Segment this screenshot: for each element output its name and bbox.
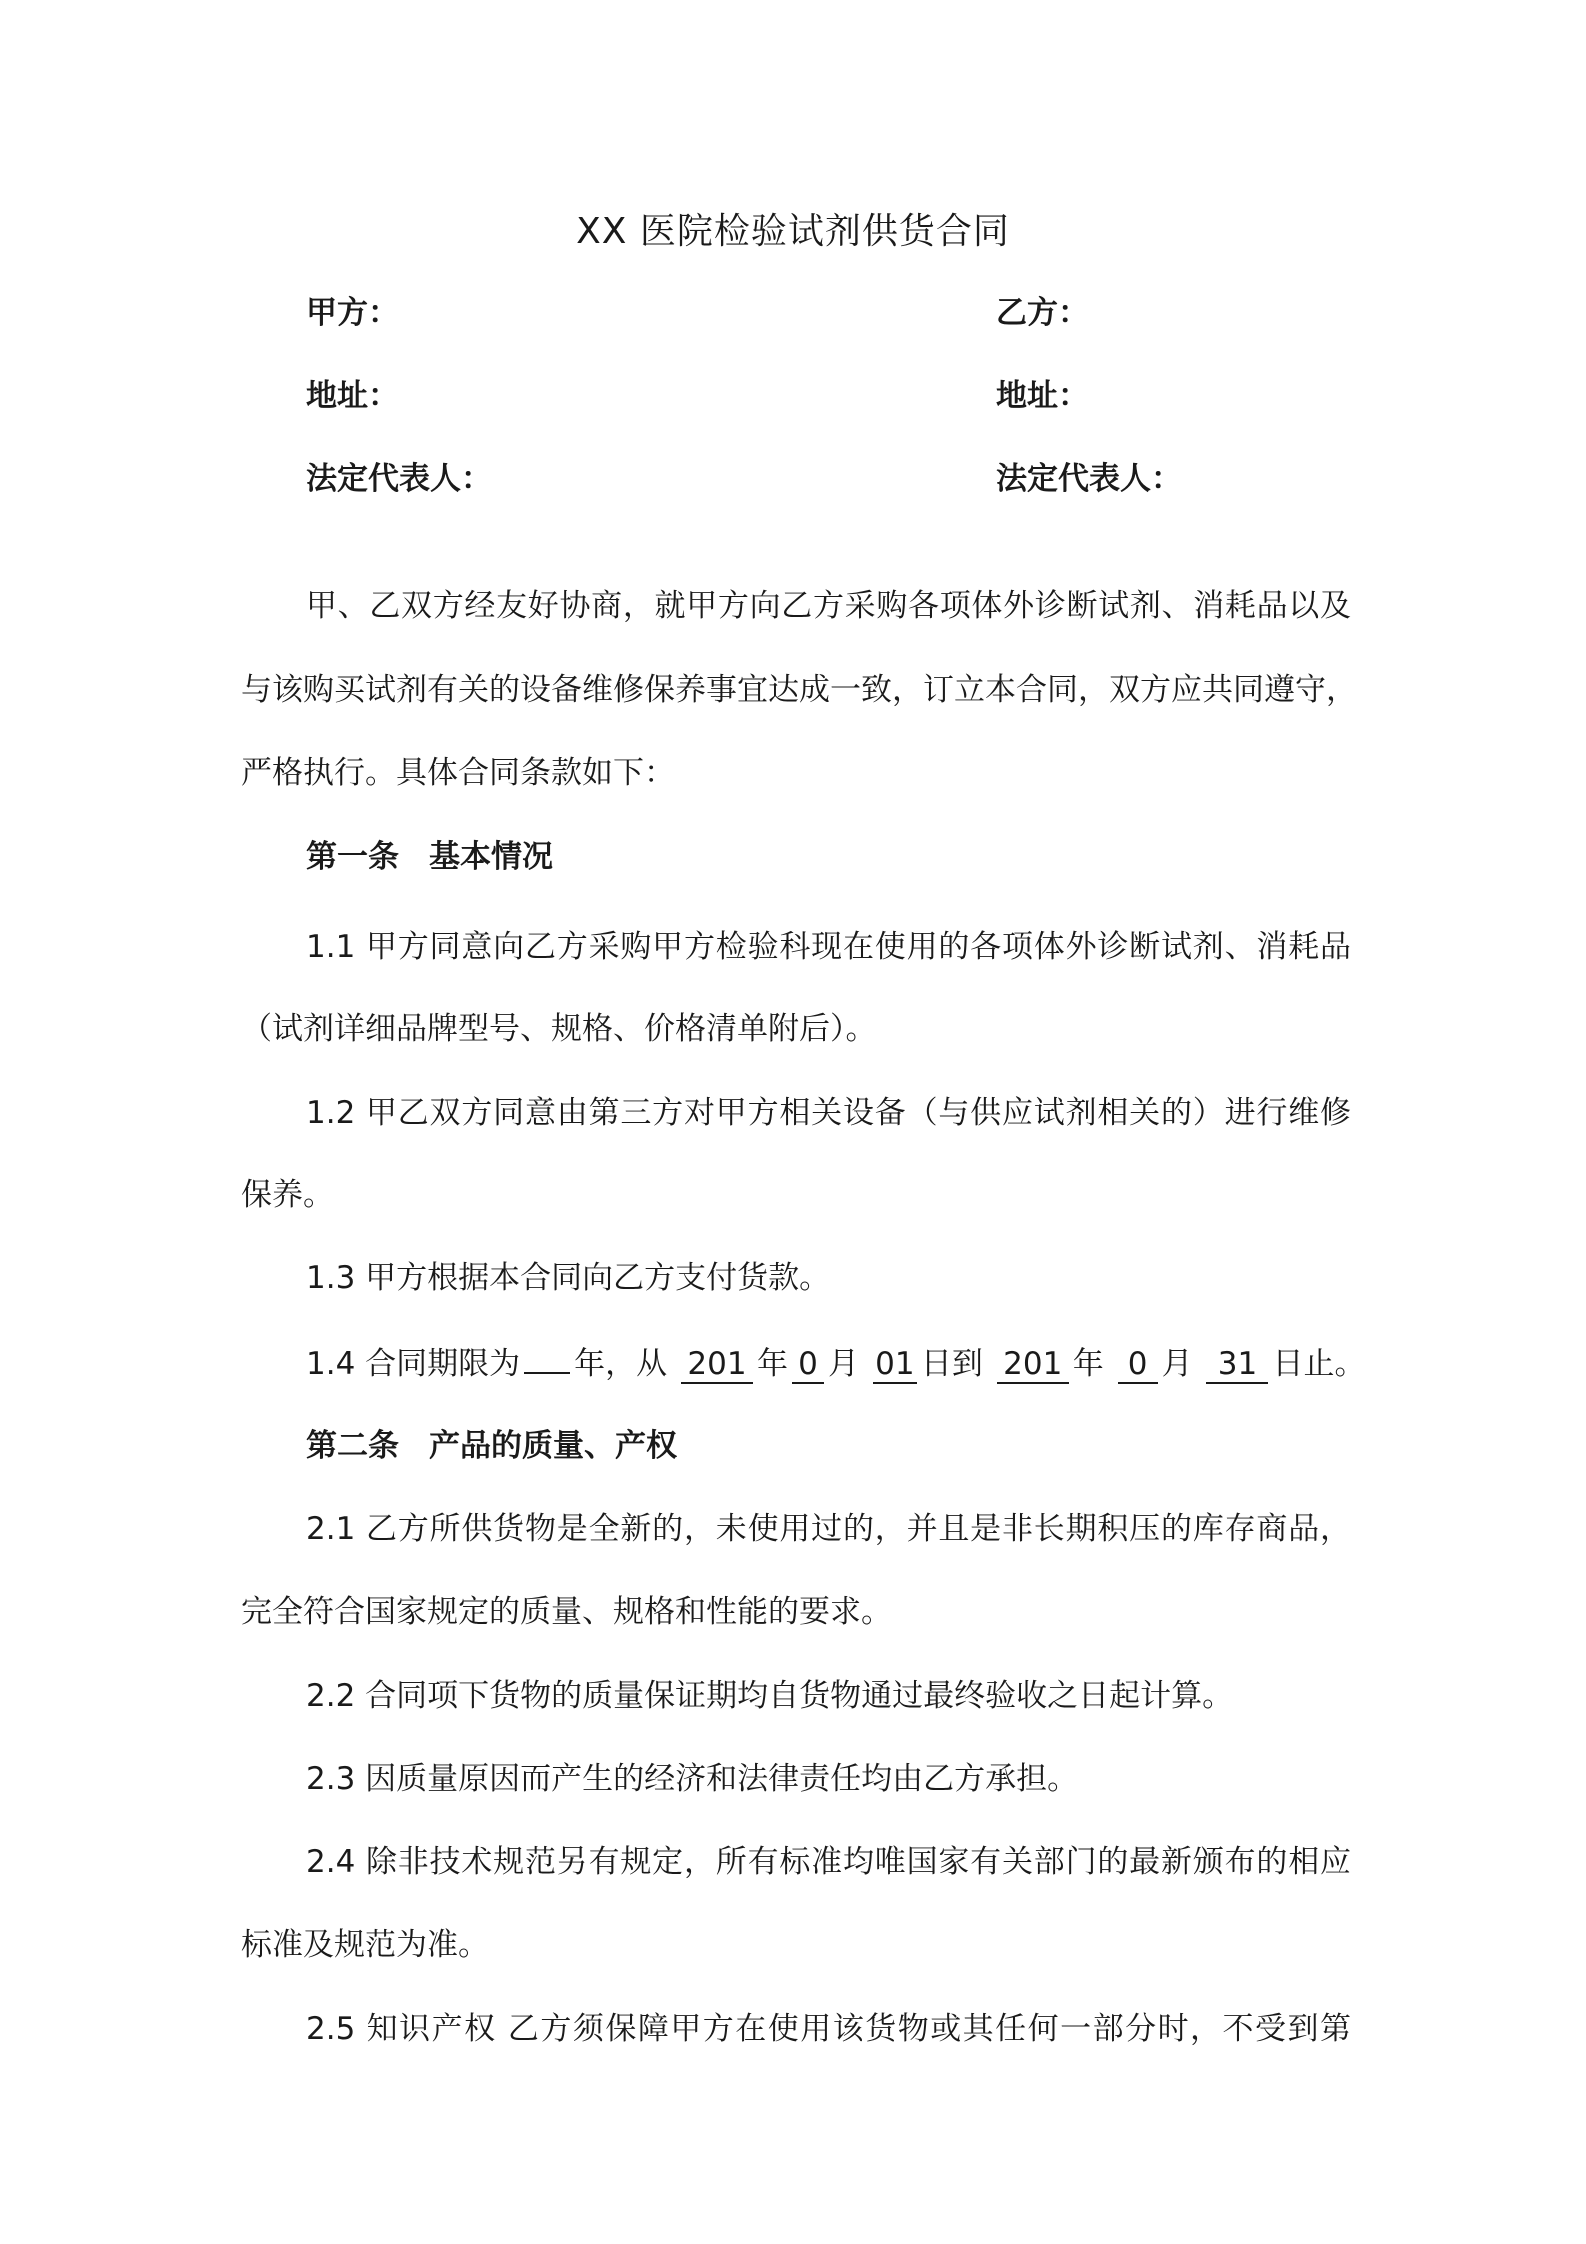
start-day-field[interactable]: 01 [873, 1346, 917, 1384]
start-year-field[interactable]: 201 [681, 1346, 753, 1384]
clause-1-4-year-label: 年 [757, 1346, 789, 1382]
article-1-number: 第一条 [306, 839, 399, 875]
clause-1-3: 1.3 甲方根据本合同向乙方支付货款。 [306, 1260, 831, 1296]
clause-2-1-line-2: 完全符合国家规定的质量、规格和性能的要求。 [241, 1594, 892, 1630]
article-2-title: 产品的质量、产权 [429, 1428, 677, 1464]
clause-1-4-text-from: 年，从 [574, 1346, 668, 1382]
clause-1-4-end-text: 日止。 [1272, 1346, 1366, 1382]
party-b-address-label: 地址： [996, 378, 1089, 414]
article-1-heading [306, 836, 553, 878]
party-a-address-label: 地址： [306, 378, 399, 414]
document-title: XX 医院检验试剂供货合同 [576, 211, 1010, 252]
end-year-field[interactable]: 201 [997, 1346, 1069, 1384]
clause-1-1-line-1: 1.1 甲方同意向乙方采购甲方检验科现在使用的各项体外诊断试剂、消耗品 [306, 929, 1351, 965]
clause-2-2: 2.2 合同项下货物的质量保证期均自货物通过最终验收之日起计算。 [306, 1678, 1234, 1714]
end-month-field[interactable]: 0 [1118, 1346, 1158, 1384]
intro-line-3: 严格执行。具体合同条款如下： [241, 755, 675, 791]
article-2-number: 第二条 [306, 1428, 399, 1464]
intro-line-2: 与该购买试剂有关的设备维修保养事宜达成一致，订立本合同，双方应共同遵守， [241, 672, 1357, 708]
clause-1-4-end-month-label: 月 [1161, 1346, 1193, 1382]
contract-years-field[interactable] [524, 1372, 570, 1374]
clause-2-4-line-2: 标准及规范为准。 [241, 1927, 489, 1963]
clause-2-3: 2.3 因质量原因而产生的经济和法律责任均由乙方承担。 [306, 1761, 1079, 1797]
clause-1-2-line-1: 1.2 甲乙双方同意由第三方对甲方相关设备（与供应试剂相关的）进行维修 [306, 1095, 1351, 1131]
clause-1-4 [306, 1343, 1365, 1385]
party-a-representative-label: 法定代表人： [306, 461, 492, 497]
clause-1-4-month-label: 月 [828, 1346, 860, 1382]
clause-1-4-prefix: 1.4 合同期限为 [306, 1346, 521, 1382]
article-2-heading [306, 1425, 677, 1467]
intro-line-1: 甲、乙双方经友好协商，就甲方向乙方采购各项体外诊断试剂、消耗品以及 [306, 588, 1351, 624]
start-month-field[interactable]: 0 [792, 1346, 824, 1384]
clause-2-4-line-1: 2.4 除非技术规范另有规定，所有标准均唯国家有关部门的最新颁布的相应 [306, 1844, 1351, 1880]
party-a-label: 甲方： [306, 295, 399, 331]
party-b-representative-label: 法定代表人： [996, 461, 1182, 497]
clause-2-5-line-1: 2.5 知识产权 乙方须保障甲方在使用该货物或其任何一部分时，不受到第 [306, 2011, 1351, 2047]
party-b-label: 乙方： [996, 295, 1089, 331]
clause-1-4-text-to: 日到 [920, 1346, 983, 1382]
clause-2-1-line-1: 2.1 乙方所供货物是全新的，未使用过的，并且是非长期积压的库存商品， [306, 1511, 1351, 1547]
clause-1-4-end-year-label: 年 [1072, 1346, 1104, 1382]
clause-1-2-line-2: 保养。 [241, 1177, 334, 1213]
article-1-title: 基本情况 [429, 839, 553, 875]
end-day-field[interactable]: 31 [1206, 1346, 1268, 1384]
clause-1-1-line-2: （试剂详细品牌型号、规格、价格清单附后）。 [241, 1011, 877, 1047]
